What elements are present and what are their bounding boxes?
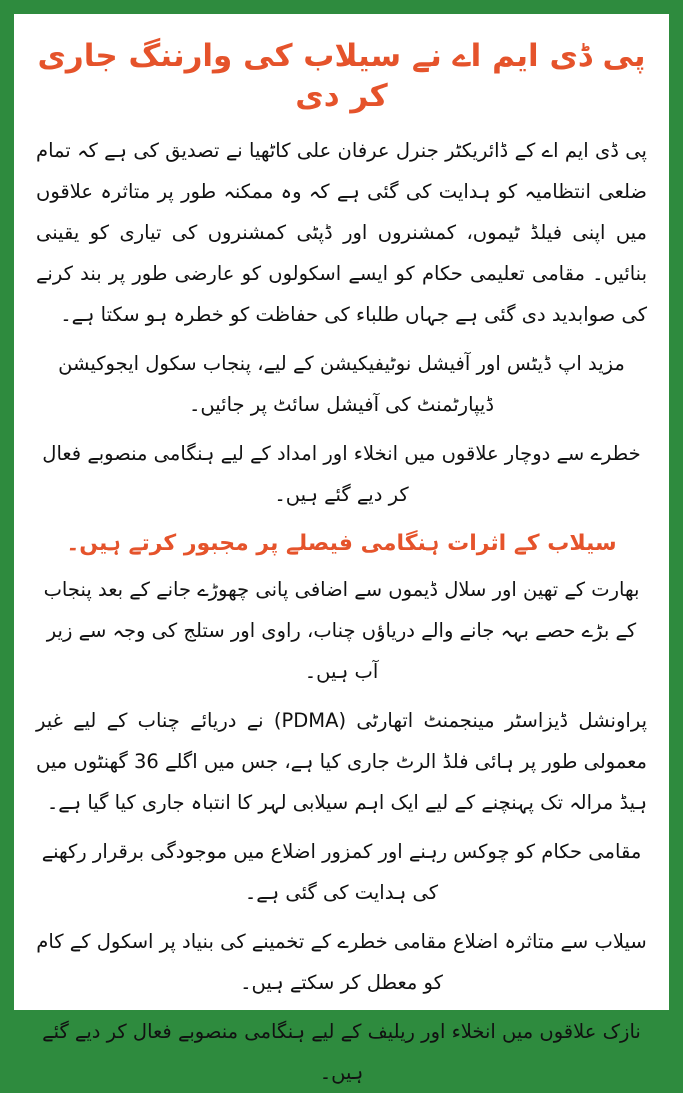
paragraph-dg-statement: پی ڈی ایم اے کے ڈائریکٹر جنرل عرفان علی کاٹھیا نے تصدیق کی ہے کہ تمام ضلعی انتظامیہ کو ہدایت کی گئی ہے کہ وہ ممکنہ طور پر متاثرہ علاقوں میں اپنی فیلڈ ٹیموں، کمشنروں اور ڈپٹی کمشنروں کی تیاری کو یقینی بنائیں۔ مقامی تعلیمی حکام کو ایسے اسکولوں کو عارضی طور پر بند کرنے کی صوابدید دی گئی ہے جہاں طلباء کی حفاظت کو خطرہ ہو سکتا ہے۔ xyxy=(36,139,647,326)
paragraph-official-site: مزید اپ ڈیٹس اور آفیشل نوٹیفیکیشن کے لیے، پنجاب سکول ایجوکیشن ڈیپارٹمنٹ کی آفیشل سائٹ پر جائیں۔ xyxy=(58,352,625,416)
section-subtitle: سیلاب کے اثرات ہنگامی فیصلے پر مجبور کرتے ہیں۔ xyxy=(66,531,617,556)
paragraph-local-officials: مقامی حکام کو چوکس رہنے اور کمزور اضلاع میں موجودگی برقرار رکھنے کی ہدایت کی گئی ہے۔ xyxy=(41,840,642,904)
article-page xyxy=(14,14,669,1084)
paragraph-rivers: بھارت کے تھین اور سلال ڈیموں سے اضافی پانی چھوڑے جانے کے بعد پنجاب کے بڑے حصے بہہ جانے والے دریاؤں چناب، راوی اور ستلج کی وجہ سے زیر آب ہیں۔ xyxy=(43,578,640,683)
article-title: پی ڈی ایم اے نے سیلاب کی وارننگ جاری کر دی xyxy=(37,38,646,114)
paragraph-emergency-plans: خطرے سے دوچار علاقوں میں انخلاء اور امداد کے لیے ہنگامی منصوبے فعال کر دیے گئے ہیں۔ xyxy=(42,442,641,506)
paragraph-relief-plans: نازک علاقوں میں انخلاء اور ریلیف کے لیے ہنگامی منصوبے فعال کر دیے گئے ہیں۔ xyxy=(42,1020,641,1084)
paragraph-school-suspension: سیلاب سے متاثرہ اضلاع مقامی خطرے کے تخمینے کی بنیاد پر اسکول کے کام کو معطل کر سکتے ہیں۔ xyxy=(36,930,647,994)
paragraph-pdma-alert: پراونشل ڈیزاسٹر مینجمنٹ اتھارٹی (PDMA) نے دریائے چناب کے لیے غیر معمولی طور پر ہائی فلڈ الرٹ جاری کیا ہے، جس میں اگلے 36 گھنٹوں میں ہیڈ مرالہ تک پہنچنے کے لیے ایک اہم سیلابی لہر کا انتباہ جاری کیا گیا ہے۔ xyxy=(36,709,648,814)
